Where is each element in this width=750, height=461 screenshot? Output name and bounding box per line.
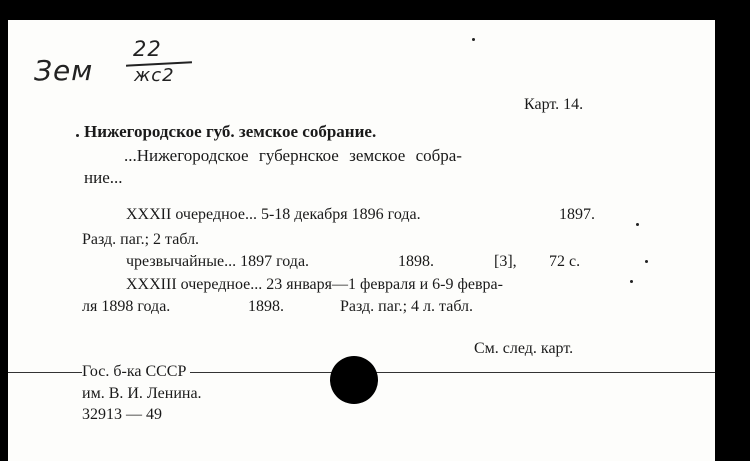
entry-1-line-1: XXXII очередное... 5-18 декабря 1896 года. [126, 206, 421, 223]
handwritten-fraction-top: 22 [133, 37, 162, 61]
entry-3-line-2c: Разд. паг.; 4 л. табл. [340, 298, 474, 315]
entry-3-line-2b: 1898. [248, 298, 284, 315]
entry-2-year: 1898. [398, 253, 434, 270]
handwritten-shelf-mark: Зем [34, 54, 94, 87]
catalog-card [8, 20, 715, 461]
title-line-2: ние... [84, 168, 123, 187]
speck [472, 38, 475, 41]
heading: Нижегородское губ. земское собрание. [84, 122, 377, 141]
speck [630, 280, 633, 283]
speck [645, 260, 648, 263]
library-stamp-line-3: 32913 — 49 [82, 406, 162, 423]
entry-2-pages: 72 с. [549, 253, 581, 270]
title-line-1: ...Нижегородское губернское земское собра- [124, 146, 462, 165]
entry-1-line-2: Разд. паг.; 2 табл. [82, 231, 200, 248]
entry-1-year: 1897. [559, 206, 595, 223]
entry-2-text: чрезвычайные... 1897 года. [126, 253, 310, 270]
see-next-card: См. след. карт. [474, 340, 574, 357]
library-stamp-line-1: Гос. б-ка СССР [82, 363, 190, 381]
library-stamp-line-2: им. В. И. Ленина. [82, 385, 202, 402]
handwritten-fraction-bottom: жс2 [134, 65, 175, 86]
punch-hole [330, 356, 378, 404]
card-number: Карт. 14. [524, 96, 584, 113]
entry-2-vol: [3], [494, 253, 517, 270]
entry-3-line-1: XXXIII очередное... 23 января—1 февраля и 6-9 февра- [126, 276, 503, 293]
speck [76, 134, 79, 137]
speck [636, 223, 639, 226]
entry-3-line-2a: ля 1898 года. [82, 298, 171, 315]
